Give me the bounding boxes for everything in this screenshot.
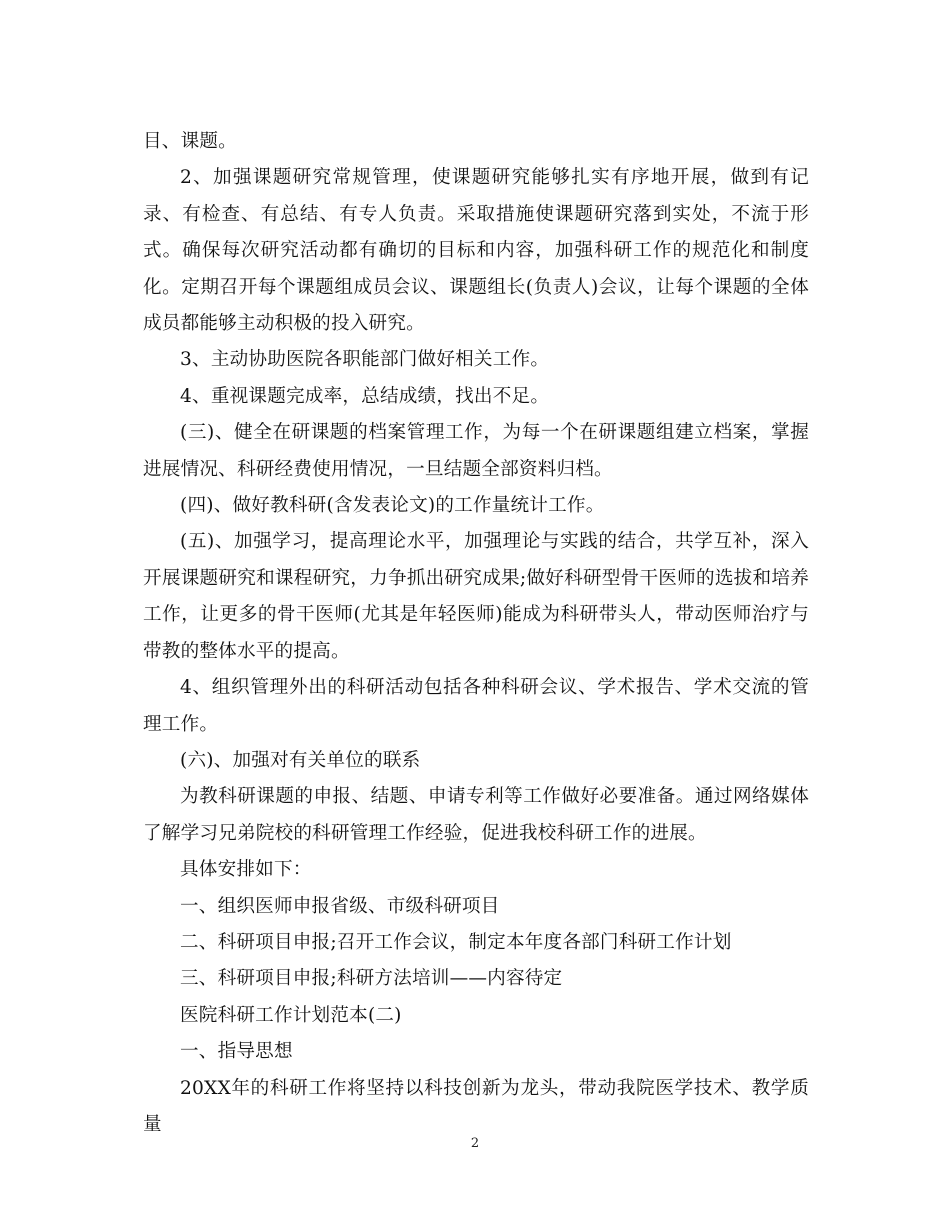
paragraph: 具体安排如下： — [180, 859, 312, 881]
paragraph: 20XX年的科研工作将坚持以科技创新为龙头，带动我院医学技术、教学质量 — [143, 1077, 809, 1135]
list-item: 二、科研项目申报;召开工作会议，制定本年度各部门科研工作计划 — [180, 931, 732, 953]
paragraph: 目、课题。 — [143, 131, 237, 152]
list-item: 三、科研项目申报;科研方法培训——内容待定 — [180, 968, 563, 990]
section-heading: (六)、加强对有关单位的联系 — [180, 749, 421, 771]
paragraph: 4、组织管理外出的科研活动包括各种科研会议、学术报告、学术交流的管理工作。 — [143, 677, 809, 735]
document-body — [143, 124, 809, 1143]
paragraph: 为教科研课题的申报、结题、申请专利等工作做好必要准备。通过网络媒体了解学习兄弟院校的科研管理工作经验，促进我校科研工作的进展。 — [143, 786, 809, 844]
section-heading: 一、指导思想 — [180, 1041, 293, 1063]
paragraph: 4、重视课题完成率，总结成绩，找出不足。 — [180, 385, 550, 407]
paragraph: 3、主动协助医院各职能部门做好相关工作。 — [180, 349, 550, 371]
page-number: 2 — [470, 1136, 480, 1151]
list-item: 一、组织医师申报省级、市级科研项目 — [180, 895, 500, 917]
document-subtitle: 医院科研工作计划范本(二) — [180, 1004, 402, 1026]
paragraph: (四)、做好教科研(含发表论文)的工作量统计工作。 — [180, 495, 605, 517]
paragraph: (三)、健全在研课题的档案管理工作，为每一个在研课题组建立档案，掌握进展情况、科研经费使用情况，一旦结题全部资料归档。 — [143, 422, 809, 480]
paragraph: (五)、加强学习，提高理论水平，加强理论与实践的结合，共学互补，深入开展课题研究和课程研究，力争抓出研究成果;做好科研型骨干医师的选拔和培养工作，让更多的骨干医师(尤其是年轻医师)能成为科研带头人，带动医师治疗与带教的整体水平的提高。 — [143, 531, 809, 662]
paragraph: 2、加强课题研究常规管理，使课题研究能够扎实有序地开展，做到有记录、有检查、有总结、有专人负责。采取措施使课题研究落到实处，不流于形式。确保每次研究活动都有确切的目标和内容，加强科研工作的规范化和制度化。定期召开每个课题组成员会议、课题组长(负责人)会议，让每个课题的全体成员都能够主动积极的投入研究。 — [143, 167, 809, 335]
